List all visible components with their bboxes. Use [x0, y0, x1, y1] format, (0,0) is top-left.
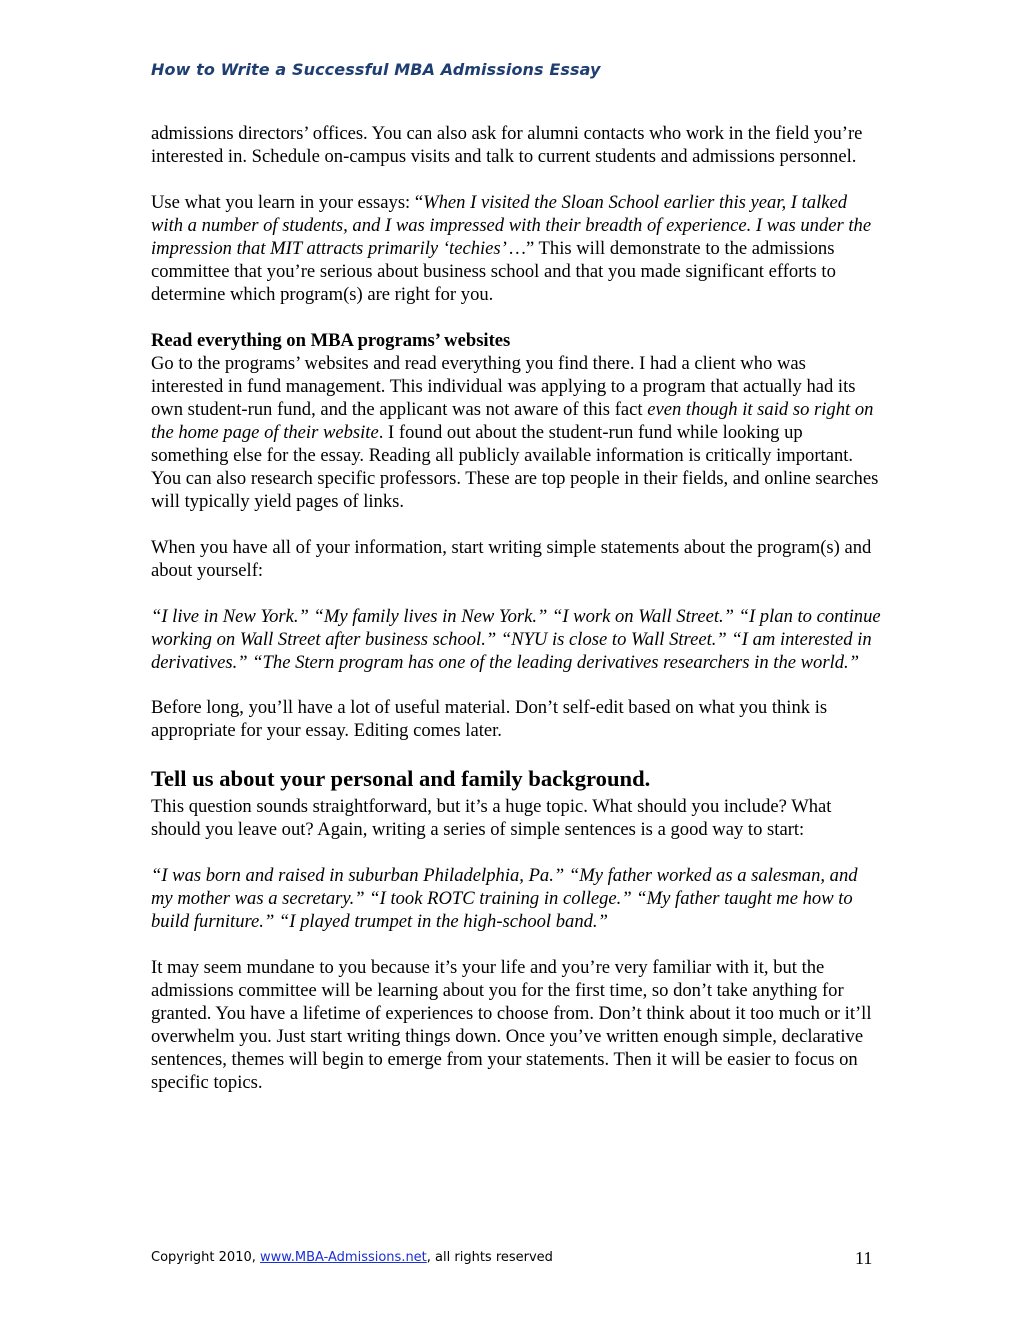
- footer-copyright: [151, 1250, 553, 1265]
- paragraph-text: ” This will demonstrate to the admissions committee that you’re serious about business school and that you made significant efforts to determine which program(s) are right for you.: [151, 237, 836, 306]
- paragraph-alumni-contacts: [151, 122, 881, 168]
- example-statements-philadelphia: [151, 864, 881, 933]
- website-link[interactable]: www.MBA-Admissions.net: [260, 1250, 427, 1265]
- paragraph-text: Use what you learn in your essays: “: [151, 191, 424, 213]
- emphasis-text: even though it said so right on the home page of their website: [151, 398, 874, 444]
- paragraph-text: admissions directors’ offices. You can also ask for alumni contacts who work in the field you’re interested in. Schedule on-campus visits and talk to current students and admissions personnel.: [151, 123, 863, 168]
- paragraph-mundane: [151, 956, 881, 1095]
- quote-text: “I live in New York.” “My family lives in New York.” “I work on Wall Street.” “I plan to continue working on Wall Street after business school.” “NYU is close to Wall Street.” “I am interested in derivatives.” “The Stern program has one of the leading derivatives researchers in the world.”: [151, 605, 881, 673]
- paragraph-question-intro: [151, 795, 881, 841]
- paragraph-text: It may seem mundane to you because it’s your life and you’re very familiar with it, but the admissions committee will be learning about you for the first time, so don’t take anything for granted. You have a lifetime of experiences to choose from. Don’t think about it too much or it’ll overwhelm you. Just start writing things down. Once you’ve written enough simple, declarative sentences, themes will begin to emerge from your statements. Then it will be easier to focus on specific topics.: [151, 956, 872, 1093]
- paragraph-text: This question sounds straightforward, but it’s a huge topic. What should you include? What should you leave out? Again, writing a series of simple sentences is a good way to start:: [151, 796, 832, 841]
- paragraph-before-long: [151, 696, 881, 742]
- document-body: [151, 122, 881, 1117]
- section-heading-family-background: Tell us about your personal and family background.: [151, 766, 651, 792]
- copyright-text: , all rights reserved: [426, 1250, 553, 1265]
- paragraph-text: When you have all of your information, start writing simple statements about the program(s) and about yourself:: [151, 536, 872, 581]
- paragraph-text: Go to the programs’ websites and read everything you find there. I had a client who was interested in fund management. This individual was applying to a program that actually had its own student-run fund, and the applicant was not aware of this fact: [151, 352, 856, 420]
- paragraph-use-what-you-learn: [151, 191, 881, 306]
- example-statements-new-york: [151, 605, 881, 674]
- sloan-quote: When I visited the Sloan School earlier this year, I talked with a number of students, and I was impressed with their breadth of experience. I was under the impression that MIT attracts primarily ‘techies’ …: [151, 191, 872, 259]
- page-number: 11: [855, 1248, 873, 1268]
- paragraph-read-websites: [151, 329, 881, 514]
- paragraph-text: Before long, you’ll have a lot of useful material. Don’t self-edit based on what you think is appropriate for your essay. Editing comes later.: [151, 697, 828, 742]
- copyright-text: Copyright 2010,: [151, 1250, 261, 1265]
- running-header: How to Write a Successful MBA Admissions Essay: [151, 60, 601, 79]
- paragraph-text: . I found out about the student-run fund while looking up something else for the essay. Reading all publicly available information is critically important. You can also research specific professors. These are top people in their fields, and online searches will typically yield pages of links.: [151, 422, 879, 513]
- sub-heading-read-websites: Read everything on MBA programs’ websites: [151, 329, 511, 351]
- paragraph-simple-statements: [151, 536, 881, 582]
- quote-text: “I was born and raised in suburban Philadelphia, Pa.” “My father worked as a salesman, and my mother was a secretary.” “I took ROTC training in college.” “My father taught me how to build furniture.” “I played trumpet in the high-school band.”: [151, 864, 858, 932]
